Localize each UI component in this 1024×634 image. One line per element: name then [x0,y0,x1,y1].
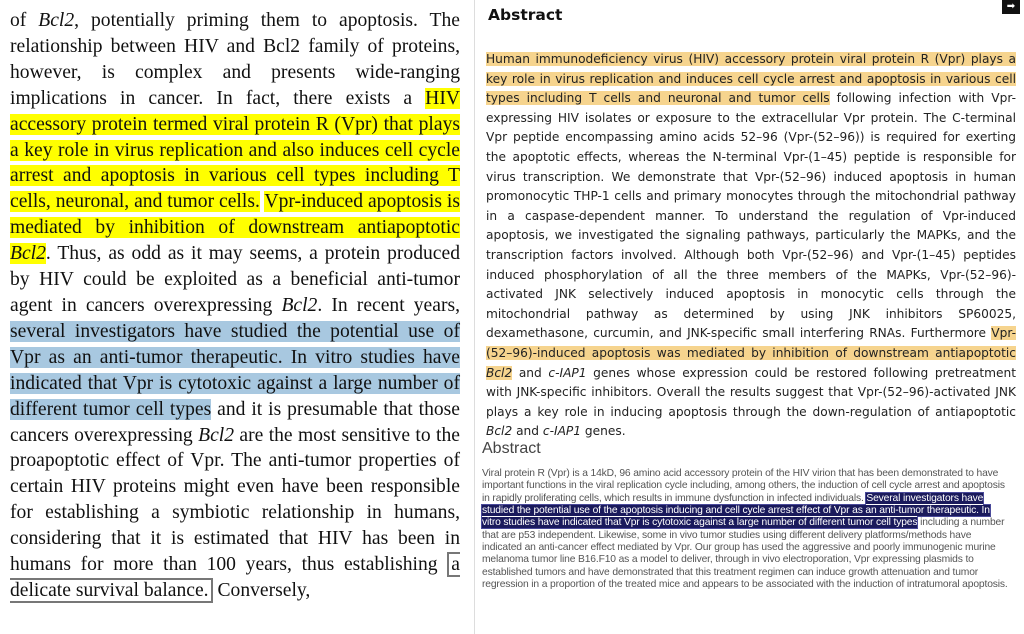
gene-name: c-IAP1 [542,424,582,439]
boxed-phrase: a delicate survival balance. [10,554,460,601]
gene-name: Bcl2 [486,365,513,380]
text-run: genes. [581,424,626,439]
yellow-highlight-1: HIV accessory protein termed viral protein R (Vpr) that plays a key role in virus replication and also induces cell cycle arrest and apoptosis in various cell types including T cells, neuronal, and tumor cells. [10,87,460,213]
gene-name: Bcl2 [281,294,318,316]
text-run: . In recent years, [317,294,460,316]
gene-name: Bcl2 [198,424,235,446]
text-run: Conversely, [212,579,311,601]
gene-name: Bcl2 [10,243,46,265]
abstract-panel-bottom [478,438,1024,634]
text-run: , potentially priming them to apoptosis. The relationship between HIV and Bcl2 family of proteins, however, is complex and presents wide-ranging implications in cancer. In fact, there exists a [10,10,460,109]
gene-name: Bcl2 [486,424,513,439]
gene-name: Bcl2 [38,10,75,31]
panel-divider [474,0,475,634]
abstract-heading-2: Abstract [482,440,541,457]
arrow-right-icon[interactable]: ➡ [1002,0,1020,14]
navy-highlight: Several investigators have studied the potential use of the apoptosis inducing and cell cycle arrest effect of Vpr as an anti-tumor therapeutic. In vitro studies have indicated that Vpr is cytotoxic against a large number of different tumor cell types [482,492,990,529]
text-run: Vpr-induced apoptosis is mediated by inhibition of downstream antiapoptotic [10,191,460,239]
text-run: Viral protein R (Vpr) is a 14kD, 96 amino acid accessory protein of the HIV virion that has been demonstrated to have important functions in the viral replication cycle including, among others, the induction of cell cycle arrest and apoptosis in rapidly proliferating cells, which results in immune dysfunction in infected individuals. [482,468,1005,504]
text-run: and [512,365,549,380]
text-run: and it is presumable that those cancers overexpressing [10,398,460,446]
text-run: and [512,424,543,439]
abstract-body-2 [482,468,1010,591]
abstract-heading: Abstract [488,6,563,24]
orange-highlight-1: Human immunodeficiency virus (HIV) accessory protein viral protein R (Vpr) plays a key role in virus replication and induces cell cycle arrest and apoptosis in various cell types including T cells and neuronal and tumor cells [486,52,1016,106]
text-run: genes whose expression could be restored following pretreatment with JNK-specific inhibitors. Overall the results suggest that Vpr-(52–96)-activated JNK plays a key role in inducing apoptosis through the down-regulation of antiapoptotic [486,365,1017,419]
text-run: of [10,10,39,31]
left-article-text [0,0,474,634]
text-run: are the most sensitive to the proapoptotic effect of Vpr. The anti-tumor properties of certain HIV proteins might even have been responsible for establishing a symbiotic relationship in humans, considering that it is estimated that HIV has been in humans for more than 100 years, thus establishing [10,424,460,576]
gene-name: c-IAP1 [548,365,587,380]
abstract-panel-top [478,0,1024,439]
abstract-body [486,50,1016,442]
text-run: following infection with Vpr-expressing HIV isolates or exposure to the extracellular Vpr protein. The C-terminal Vpr peptide encompassing amino acids 52–96 (Vpr-(52–96)) is required for exerting the apoptotic effects, whereas the N-terminal Vpr-(1–45) peptide is responsible for virus transcription. We demonstrate that Vpr-(52–96) induced apoptosis in human promonocytic THP-1 cells and primary monocytes through the mitochondrial pathway in a caspase-dependent manner. To understand the regulation of Vpr-induced apoptosis, we investigated the signaling pathways, particularly the MAPKs, and the transcription factors involved. Although both Vpr-(52–96) and Vpr-(1–45) peptides induced phosphorylation of all the three members of the MAPKs, Vpr-(52–96)-activated JNK selectively induced apoptosis in monocytic cells through the mitochondrial pathway as determined by using JNK inhibitors SP60025, dexamethasone, curcumin, and JNK-specific small interfering RNAs. Furthermore [486,91,1016,341]
text-run: Vpr-(52–96)-induced apoptosis was mediated by inhibition of downstream antiapoptotic [486,326,1016,360]
blue-highlight: several investigators have studied the potential use of Vpr as an anti-tumor therapeutic. In vitro studies have indicated that Vpr is cytotoxic against a large number of different tumor cell types [10,320,460,420]
text-run: including a number that are p53 independent. Likewise, some in vivo tumor studies using different delivery platforms/methods have indicated an anti-cancer effect mediated by Vpr. Our group has used the aggressive and poorly immunogenic murine melanoma tumor line B16.F10 as a model to deliver, through in vivo electroporation, Vpr expressing plasmids to established tumors and have demonstrated that this treatment regimen can induce growth attenuation and tumor regression in a proportion of the treated mice and appears to be associated with the induction of intratumoral apoptosis. [482,517,1008,591]
text-run: . Thus, as odd as it may seems, a protein produced by HIV could be exploited as a beneficial anti-tumor agent in cancers overexpressing [10,243,460,316]
